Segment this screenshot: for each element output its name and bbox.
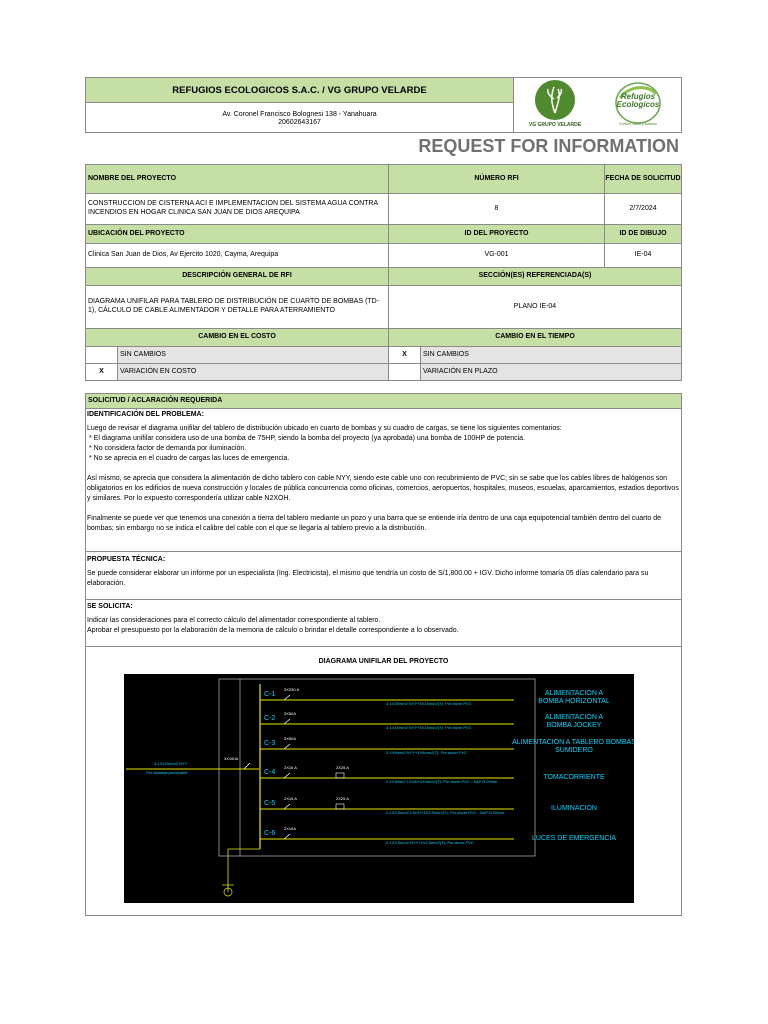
value-sections-referenced: PLANO IE-04: [388, 285, 682, 329]
label-project-name: NOMBRE DEL PROYECTO: [85, 164, 389, 194]
circuit-id: C-1: [264, 691, 276, 698]
label-drawing-id: ID DE DIBUJO: [604, 224, 682, 244]
circuit-rcd-label: 2X25 A: [336, 796, 349, 801]
diagram-svg: [124, 674, 634, 903]
time-option-mark-2[interactable]: [388, 363, 421, 381]
time-option-mark-1[interactable]: X: [388, 346, 421, 364]
circuit-breaker-symbol: [284, 773, 290, 778]
cost-option-label-2: VARIACIÓN EN COSTO: [117, 363, 389, 381]
request-header: SOLICITUD / ACLARACIÓN REQUERIDA: [85, 393, 682, 409]
circuit-rcd-label: 2X25 A: [336, 765, 349, 770]
refugios-logo-sub: Confort, salud y cuidado: [619, 122, 657, 126]
value-project-id: VG-001: [388, 243, 605, 268]
circuit-load-label: LUCES DE EMERGENCIA: [531, 835, 617, 842]
circuit-cable-label: 3-1X16mm2 NYY+1X16mm2(T), Por ducto PVC: [386, 725, 472, 730]
label-time-change: CAMBIO EN EL TIEMPO: [388, 328, 682, 347]
refugios-logo-text: Refugios Ecologicos: [616, 92, 660, 109]
single-line-diagram: [124, 674, 634, 903]
company-ruc: 20602643167: [278, 118, 321, 126]
circuit-cable-label: 3-1X6mm2 NYY+1X6mm2(T), Por ducto PVC: [386, 750, 468, 755]
problem-title: IDENTIFICACIÓN DEL PROBLEMA:: [87, 411, 204, 418]
problem-paragraph-2: Así mismo, se aprecia que considera la alimentación de dicho tablero con cable NYY, siendo este cable uno con recubrimiento de PVC; sin se sabe que los cables libres de halógenos son obligatorios en los edificios de nueva construcción y locales de pública concurrencia como oficinas, comercios, aeropuertos, hospitales, museos, escuelas, aparcamientos, estadios deportivos y similares. Por lo expuesto correspondería utilizar cable N2XOH.: [87, 475, 679, 502]
label-rfi-number: NÚMERO RFI: [388, 164, 605, 194]
problem-section: [87, 410, 679, 534]
circuit-load-label: BOMBA HORIZONTAL: [538, 698, 610, 705]
circuit-id: C-4: [264, 769, 276, 776]
value-rfi-number: 8: [388, 193, 605, 225]
circuit-load-label: ALIMENTACION A: [544, 690, 604, 697]
problem-bullet: * No considera factor de demanda por iluminación.: [89, 445, 247, 452]
value-drawing-id: IE-04: [604, 243, 682, 268]
ask-section: [87, 602, 679, 636]
value-rfi-description: DIAGRAMA UNIFILAR PARA TABLERO DE DISTRIBUCIÓN DE CUARTO DE BOMBAS (TD-1), CÁLCULO DE CABLE ALIMENTADOR Y DETALLE PARA ATERRAMIENTO: [85, 285, 389, 329]
circuit-cable-label: 3-1X35mm2 NYY+1X16mm2(T), Por ducto PVC: [386, 701, 472, 706]
cost-option-label-1: SIN CAMBIOS: [117, 346, 389, 364]
vg-logo-text: VG GRUPO VELARDE: [528, 122, 582, 128]
ask-line: Indicar las consideraciones para el correcto cálculo del alimentador correspondiente al tablero.: [87, 617, 381, 624]
value-request-date: 2/7/2024: [604, 193, 682, 225]
circuit-breaker-symbol: [284, 834, 290, 839]
circuit-rcd-symbol: [336, 773, 344, 778]
circuit-load-label: ALIMENTACION A: [544, 714, 604, 721]
circuit-breaker-label: 2X16 A: [284, 796, 297, 801]
circuit-load-label: SUMIDERO: [555, 747, 593, 754]
circuit-breaker-symbol: [284, 695, 290, 700]
circuits-group: [260, 687, 634, 845]
time-option-label-2: VARIACIÓN EN PLAZO: [420, 363, 682, 381]
circuit-breaker-label: 2X16 A: [284, 765, 297, 770]
circuit-id: C-3: [264, 740, 276, 747]
cost-option-mark-2[interactable]: X: [85, 363, 118, 381]
logo-divider: [513, 78, 514, 132]
vg-logo: [528, 79, 582, 131]
circuit-id: C-6: [264, 830, 276, 837]
circuit-cable-label: 2-1X2.5mm2 LSOH+1X2.5mm2(T), Por ducto PVC - SAP D 20mm: [386, 810, 505, 815]
circuit-load-label: ILUMINACION: [551, 805, 597, 812]
company-name-cell: [86, 78, 513, 103]
ask-line: Aprobar el presupuesto por la elaboración de la memoria de cálculo o brindar el detalle correspondiente a lo observado.: [87, 627, 459, 634]
section-divider: [85, 551, 682, 552]
circuit-breaker-symbol: [284, 744, 290, 749]
address-cell: [86, 104, 513, 132]
circuit-cable-label: 2-1X2.5mm2 NYY+1X2.5mm2(T), Por ducto PVC: [386, 840, 474, 845]
value-project-name: CONSTRUCCION DE CISTERNA ACI E IMPLEMENTACION DEL SISTEMA AGUA CONTRA INCENDIOS EN HOGAR CLINICA SAN JUAN DE DIOS AREQUIPA: [85, 193, 389, 225]
circuit-id: C-5: [264, 800, 276, 807]
main-feeder-note: Por bandeja portacable: [146, 770, 188, 775]
refugios-logo: [608, 80, 668, 130]
label-project-id: ID DEL PROYECTO: [388, 224, 605, 244]
circuit-breaker-label: 3X250 A: [284, 687, 300, 692]
label-request-date: FECHA DE SOLICITUD: [604, 164, 682, 194]
company-address: Av. Coronel Francisco Bolognesi 138 - Yanahuara: [222, 110, 377, 118]
section-divider: [85, 599, 682, 600]
main-breaker-label: 3X160A: [224, 756, 239, 761]
problem-paragraph-3: Finalmente se puede ver que tenemos una conexión a tierra del tablero mediante un pozo y una barra que se entiende iría dentro de una caja equipotencial también dentro del cuarto de bombas; sin embargo no se indica el calibre del cable con el que se llegaría al tablero previo a la distribución.: [87, 515, 661, 532]
problem-bullet: * No se aprecia en el cuadro de cargas las luces de emergencia.: [89, 455, 290, 462]
circuit-rcd-symbol: [336, 804, 344, 809]
document-title: REQUEST FOR INFORMATION: [418, 136, 679, 156]
circuit-load-label: ALIMENTACION A TABLERO BOMBAS: [512, 739, 634, 746]
circuit-breaker-label: 2X16A: [284, 826, 297, 831]
time-option-label-1: SIN CAMBIOS: [420, 346, 682, 364]
label-rfi-description: DESCRIPCIÓN GENERAL DE RFI: [85, 267, 389, 286]
main-feeder-label: 3-1X120mm2 NYY: [154, 761, 188, 766]
label-location: UBICACIÓN DEL PROYECTO: [85, 224, 389, 244]
circuit-breaker-symbol: [284, 719, 290, 724]
proposal-section: [87, 555, 679, 589]
ask-title: SE SOLICITA:: [87, 603, 133, 610]
problem-intro: Luego de revisar el diagrama unifilar del tablero de distribución ubicado en cuarto de bombas y su cuadro de cargas, se tiene los siguientes comentarios:: [87, 425, 562, 432]
circuit-load-label: TOMACORRIENTE: [543, 774, 605, 781]
company-name: REFUGIOS ECOLOGICOS S.A.C. / VG GRUPO VELARDE: [172, 84, 427, 96]
circuit-breaker-label: 3X50A: [284, 736, 297, 741]
circuit-breaker-symbol: [284, 804, 290, 809]
label-sections-referenced: SECCIÓN(ES) REFERENCIADA(S): [388, 267, 682, 286]
circuit-breaker-label: 3X50A: [284, 711, 297, 716]
diagram-title: DIAGRAMA UNIFILAR DEL PROYECTO: [318, 658, 449, 665]
circuit-cable-label: 2-1X4mm2 LSOH+1X4mm2(T), Por ducto PVC - SAP D 20mm: [386, 779, 498, 784]
label-cost-change: CAMBIO EN EL COSTO: [85, 328, 389, 347]
circuit-id: C-2: [264, 715, 276, 722]
proposal-text: Se puede considerar elaborar un informe por un especialista (Ing. Electricista), el mismo que tendría un costo de S/1,800.00 + IGV. Dicho informe tomaría 05 días calendario para su elaboración.: [87, 570, 649, 587]
value-location: Clinica San Juan de Dios, Av Ejercito 1020, Cayma, Arequipa: [85, 243, 389, 268]
section-divider: [85, 646, 682, 647]
problem-bullet: * El diagrama unifilar considera uso de una bomba de 75HP, siendo la bomba del proyecto (ya aprobada) una bomba de 100HP de potencia.: [89, 435, 525, 442]
cost-option-mark-1[interactable]: [85, 346, 118, 364]
proposal-title: PROPUESTA TÉCNICA:: [87, 556, 166, 563]
circuit-load-label: BOMBA JOCKEY: [546, 722, 602, 729]
main-breaker-symbol: [244, 763, 250, 769]
